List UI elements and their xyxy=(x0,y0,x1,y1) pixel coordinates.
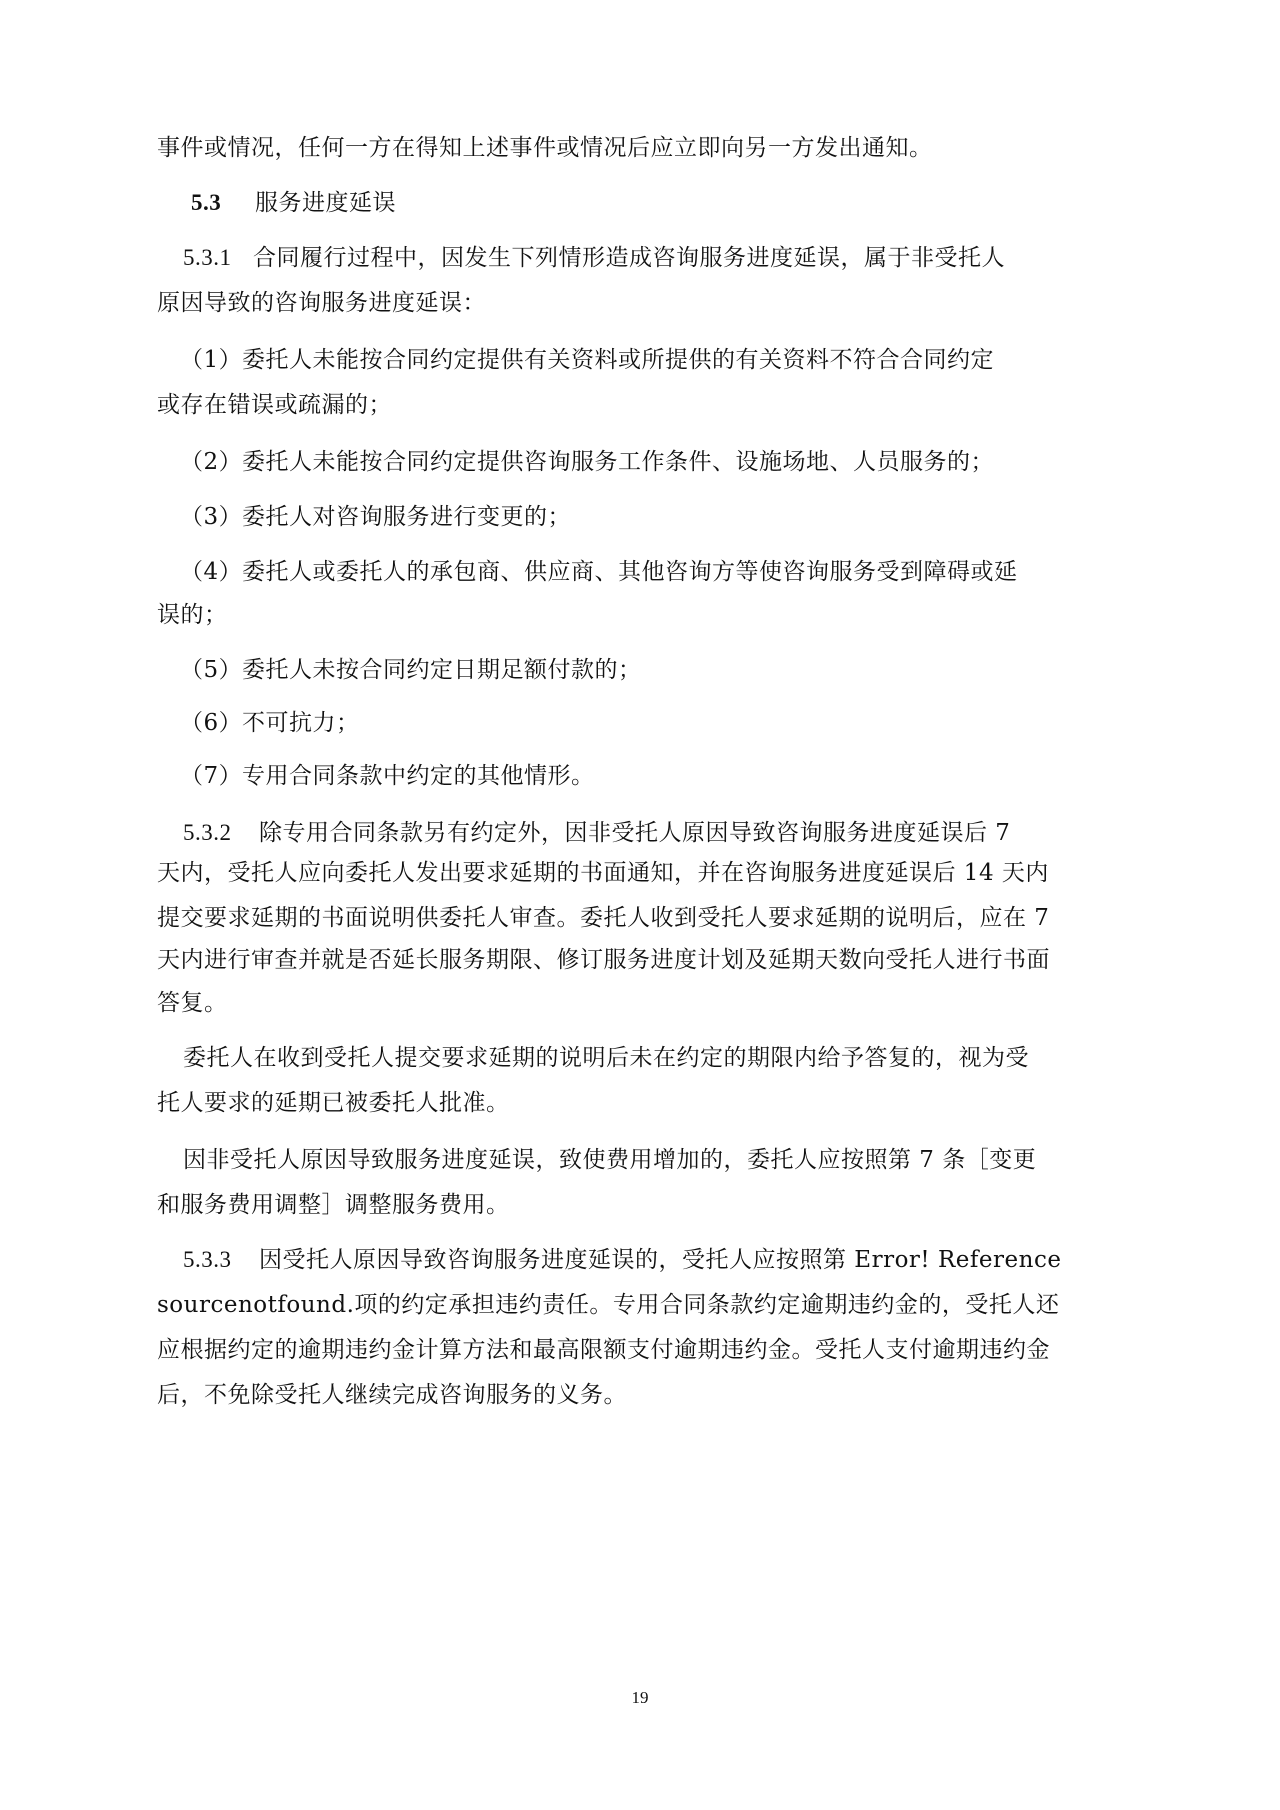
paragraph-line: 或存在错误或疏漏的； xyxy=(157,392,392,418)
section-title: 服务进度延误 xyxy=(255,190,396,216)
item-label: （2） xyxy=(180,449,243,475)
paragraph-line: 和服务费用调整］调整服务费用。 xyxy=(157,1192,510,1218)
clause-text: 因受托人原因导致咨询服务进度延误的，受托人应按照第 Error! Reference xyxy=(259,1247,1062,1273)
clause-text: 合同履行过程中，因发生下列情形造成咨询服务进度延误，属于非受托人 xyxy=(253,245,1005,271)
item-text: 不可抗力； xyxy=(242,710,360,736)
list-item xyxy=(180,502,571,532)
item-label: （4） xyxy=(180,559,243,585)
paragraph-line: 因非受托人原因导致服务进度延误，致使费用增加的，委托人应按照第 7 条［变更 xyxy=(183,1147,1037,1173)
paragraph-line: 天内进行审查并就是否延长服务期限、修订服务进度计划及延期天数向受托人进行书面 xyxy=(157,947,1050,973)
paragraph-line: sourcenotfound.项的约定承担违约责任。专用合同条款约定逾期违约金的，受托人还 xyxy=(157,1292,1060,1318)
item-label: （1） xyxy=(180,347,243,373)
list-item xyxy=(180,655,642,685)
paragraph-line: 应根据约定的逾期违约金计算方法和最高限额支付逾期违约金。受托人支付逾期违约金 xyxy=(157,1337,1050,1363)
paragraph-line: 天内，受托人应向委托人发出要求延期的书面通知，并在咨询服务进度延误后 14 天内 xyxy=(157,860,1049,886)
paragraph-line: 误的； xyxy=(157,602,228,628)
paragraph-line: 委托人在收到受托人提交要求延期的说明后未在约定的期限内给予答复的，视为受 xyxy=(183,1045,1029,1071)
item-label: （6） xyxy=(180,710,243,736)
clause-number: 5.3.3 xyxy=(183,1247,232,1272)
list-item xyxy=(180,557,1018,587)
paragraph-line: 答复。 xyxy=(157,990,228,1016)
item-text: 委托人或委托人的承包商、供应商、其他咨询方等使咨询服务受到障碍或延 xyxy=(242,559,1018,585)
item-text: 委托人未能按合同约定提供有关资料或所提供的有关资料不符合合同约定 xyxy=(242,347,994,373)
clause-number: 5.3.2 xyxy=(183,820,232,845)
item-label: （5） xyxy=(180,657,243,683)
item-label: （3） xyxy=(180,504,243,530)
list-item xyxy=(180,708,360,738)
paragraph-line: 提交要求延期的书面说明供委托人审查。委托人收到受托人要求延期的说明后，应在 7 xyxy=(157,905,1050,931)
item-text: 委托人未按合同约定日期足额付款的； xyxy=(242,657,642,683)
list-item xyxy=(180,447,994,477)
paragraph-line: 后，不免除受托人继续完成咨询服务的义务。 xyxy=(157,1382,627,1408)
clause-text: 除专用合同条款另有约定外，因非受托人原因导致咨询服务进度延误后 7 xyxy=(259,820,1011,846)
clause-line xyxy=(183,243,1005,273)
item-text: 专用合同条款中约定的其他情形。 xyxy=(242,763,595,789)
paragraph-line: 托人要求的延期已被委托人批准。 xyxy=(157,1090,510,1116)
clause-number: 5.3.1 xyxy=(183,245,232,270)
paragraph-line: 事件或情况，任何一方在得知上述事件或情况后应立即向另一方发出通知。 xyxy=(157,135,933,161)
item-label: （7） xyxy=(180,763,243,789)
paragraph-line: 原因导致的咨询服务进度延误： xyxy=(157,290,486,316)
clause-line xyxy=(183,818,1010,848)
list-item xyxy=(180,761,595,791)
list-item xyxy=(180,345,994,375)
item-text: 委托人对咨询服务进行变更的； xyxy=(242,504,571,530)
section-number: 5.3 xyxy=(191,190,222,215)
page-number: 19 xyxy=(631,1688,649,1707)
clause-line xyxy=(183,1245,1061,1275)
section-heading xyxy=(191,188,396,218)
item-text: 委托人未能按合同约定提供咨询服务工作条件、设施场地、人员服务的； xyxy=(242,449,994,475)
